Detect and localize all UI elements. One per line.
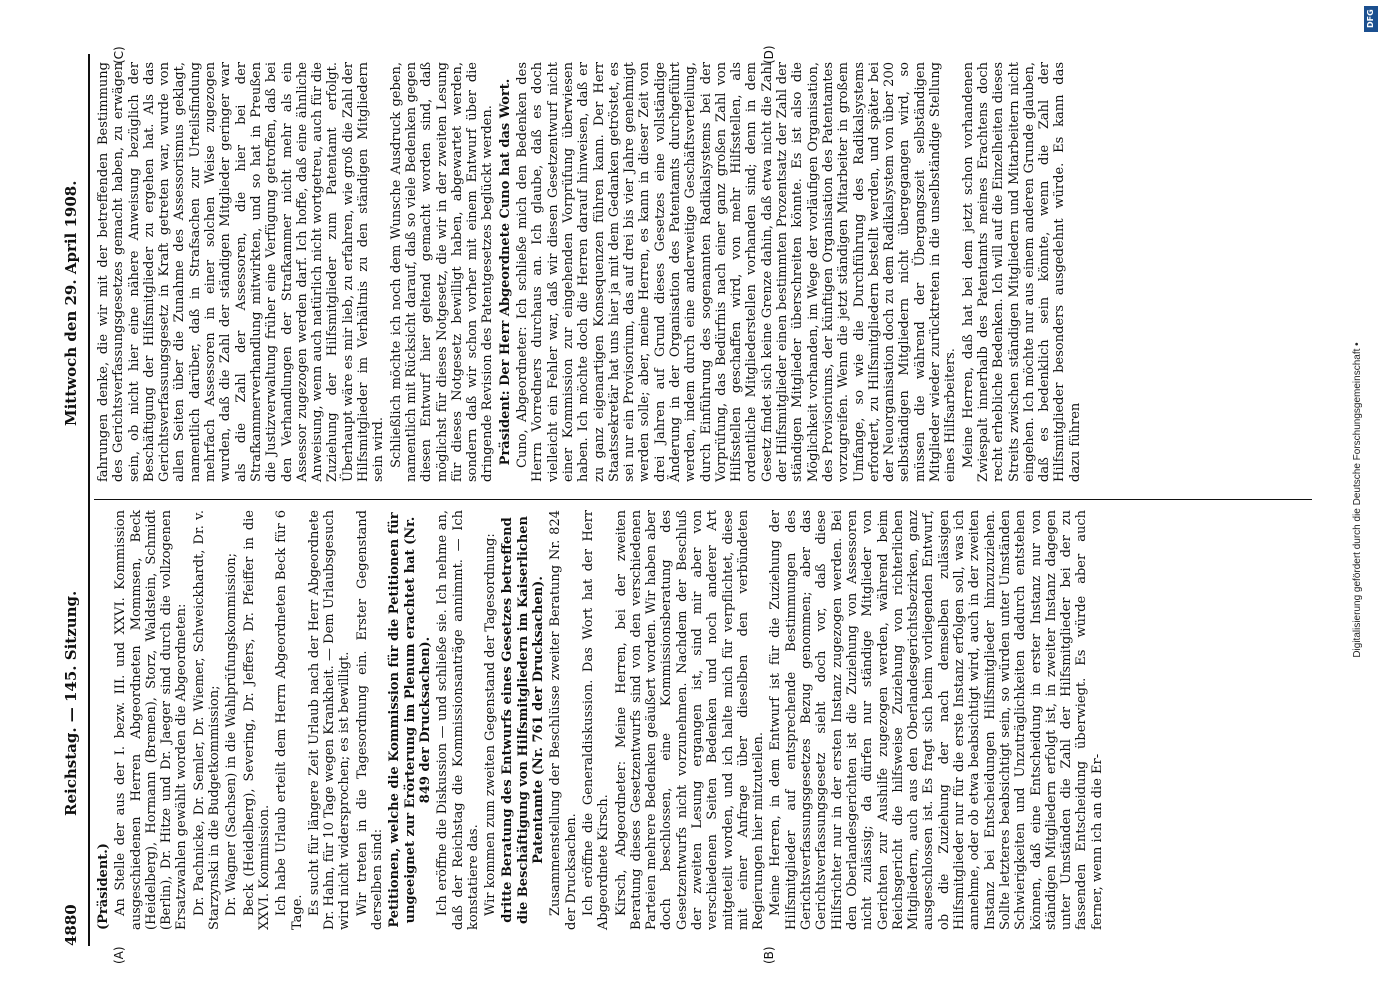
paragraph: Meine Herren, in dem Entwurf ist für die Zuziehung der Hilfsmitglieder auf entsprechende Bestimmungen des Gerichtsverfassungsgesetzes Bezug genommen; aber das Gerichtsverfassungsgesetz sieht doch vor, daß diese Hilfsrichter nur in der ersten Instanz zugezogen werden. Bei den Oberlandesgerichten ist die Zuziehung von Assessoren nicht zulässig; da dürfen nur ständige Mitglieder von Gerichten zur Aushilfe zugezogen werden, während beim Reichsgericht die hilfsweise Zuziehung von richterlichen Mitgliedern, auch aus den Oberlandesgerichtsbezirken, ganz ausgeschlossen ist. Es fragt sich beim vorliegenden Entwurf, ob die Zuziehung der nach demselben zulässigen Hilfsmitglieder nur für die erste Instanz erfolgen soll, was ich annehme, oder ob etwa beabsichtigt wird, auch in der zweiten Instanz bei Entscheidungen Hilfsmitglieder hinzuzuziehen. Sollte letzteres beabsichtigt sein, so würden unter Umständen Schwierigkeiten und Unzuträglichkeiten dadurch entstehen können, daß eine Entscheidung in erster Instanz nur von ständigen Mitgliedern erfolgt ist, in zweiter Instanz dagegen unter Umständen die Zahl der Hilfsmitglieder bei der zu fassenden Entscheidung überwiegt. Es würde aber auch ferner, wenn ich an die Er- xyxy=(767,510,1105,930)
paragraph: Meine Herren, daß hat bei dem jetzt schon vorhandenen Zwiespalt innerhalb des Patentamts meines Erachtens doch recht erhebliche Bedenken. Ich will auf die Einzelheiten dieses Streits zwischen ständigen Mitgliedern und Mitarbeitern nicht eingehen. Ich möchte nur aus einem anderen Grunde glauben, daß es bedenklich sein könnte, wenn die Zahl der Hilfsmitglieder besonders ausgedehnt würde. Es kann das dazu führen xyxy=(960,62,1083,482)
paragraph: Beck (Heidelberg), Severing, Dr. Jeffers, Dr. Pfeiffer in die XXVI. Kommission. xyxy=(241,510,272,930)
header-right-title: Mittwoch den 29. April 1908. xyxy=(61,180,80,426)
right-text-column xyxy=(96,62,1085,482)
margin-letter-a: (A) xyxy=(111,946,126,964)
page-header xyxy=(60,54,86,946)
speech-paragraph: Cuno, Abgeordneter: Ich schließe mich den Bedenken des Herrn Vorredners durchaus an. Ich glaube, daß es doch vielleicht ein Fehler war, daß wir diesen Gesetzentwurf nicht einer Kommission zur eingehenden Vorprüfung überwiesen haben. Ich möchte doch die Herren darauf hinweisen, daß er zu ganz eigenartigen Konsequenzen führen kann. Der Herr Staatssekretär hat uns hier ja mit dem Gedanken getröstet, es sei nur ein Provisorium, das auf drei bis vier Jahre genehmigt werden solle; aber, meine Herren, es kann in dieser Zeit von drei Jahren auf Grund dieses Gesetzes eine vollständige Änderung in der Organisation des Patentamts durchgeführt werden, indem durch eine anderweitige Geschäftsverteilung, durch Einführung des sogenannten Radikalsystems bei der Vorprüfung, das Bedürfnis nach einer ganz großen Zahl von Hilfsstellen geschaffen wird, von mehr Hilfsstellen, als ordentliche Mitgliederstellen vorhanden sind; denn in dem Gesetz findet sich keine Grenze dahin, daß etwa nicht die Zahl der Hilfsmitglieder einen bestimmten Prozentsatz der Zahl der ständigen Mitglieder überschreiten könnte. Es ist also die Möglichkeit vorhanden, im Wege der vorläufigen Organisation, des Provisoriums, der künftigen Organisation des Patentamtes vorzugreifen. Wenn die jetzt ständigen Mitarbeiter in großem Umfange, so wie die Durchführung des Radikalsystems erfordert, zu Hilfsmitgliedern bestellt werden, und später bei der Neuorganisation doch zu dem Radikalsystem von über 200 selbständigen Mitgliedern nicht übergegangen wird, so müssen die während der Übergangszeit selbständigen Mitglieder wieder zurücktreten in die unselbständige Stellung eines Hilfsarbeiters. xyxy=(514,62,958,482)
page-number: 4880 xyxy=(61,904,80,946)
paragraph: Es sucht für längere Zeit Urlaub nach der Herr Abgeordnete Dr. Hahn, für 10 Tage wegen Krankheit. — Dem Urlaubsgesuch wird nicht widersprochen; es ist bewilligt. xyxy=(306,510,352,930)
paragraph: (Präsident.) xyxy=(95,843,111,930)
margin-letter-d: (D) xyxy=(761,45,776,64)
column-divider xyxy=(94,499,1312,500)
president-remark: Präsident: Der Herr Abgeordnete Cuno hat das Wort. xyxy=(497,78,513,466)
agenda-item-title: dritte Beratung des Entwurfs eines Gesetzes betreffend die Beschäftigung von Hilfsmitgliedern im Kaiserlichen Patentamte (Nr. 761 der Drucksachen). xyxy=(499,515,546,925)
header-left-title: Reichstag. — 145. Sitzung. xyxy=(61,590,80,816)
paragraph: Ich eröffne die Diskussion — und schließe sie. Ich nehme an, daß der Reichstag die Kommissionsanträge annimmt. — Ich konstatiere das. xyxy=(434,510,481,930)
paragraph: An Stelle der aus der I. bezw. III. und XXVI. Kommission ausgeschiedenen Herren Abgeordneten Mommsen, Beck (Heidelberg), Hormann (Bremen), Storz, Waldstein, Schmidt (Berlin), Dr. Hitze und Dr. Jaeger sind durch die vollzogenen Ersatzwahlen gewählt worden die Abgeordneten: xyxy=(112,510,189,930)
margin-letter-b: (B) xyxy=(761,946,776,964)
paragraph: Dr. Pachnicke, Dr. Semler, Dr. Wiemer, Schweickhardt, Dr. v. Starzynski in die Budgetkommission; xyxy=(191,510,222,930)
paragraph: Dr. Wagner (Sachsen) in die Wahlprüfungskommission; xyxy=(223,552,239,916)
speech-paragraph: Kirsch, Abgeordneter: Meine Herren, bei der zweiten Beratung dieses Gesetzentwurfs sind von den verschiedenen Parteien mehrere Bedenken geäußert worden. Wir haben aber doch beschlossen, eine Kommissionsberatung des Gesetzentwurfs nicht vorzunehmen. Nachdem der Beschluß der zweiten Lesung ergangen ist, sind mir aber von verschiedenen Seiten Bedenken und noch anderer Art mitgeteilt worden, und ich halte mich für verpflichtet, diese mit einer Anfrage über dieselben den verbündeten Regierungen hier mitzuteilen. xyxy=(613,510,766,930)
digitization-credit: Digitalisierung gefördert durch die Deutsche Forschungsgemeinschaft • xyxy=(1352,342,1363,658)
dfg-logo: DFG xyxy=(1364,6,1378,32)
agenda-item-title: Petitionen, welche die Kommission für die Petitionen für ungeeignet zur Erörterung im Plenum erachtet hat (Nr. 849 der Drucksachen). xyxy=(386,512,433,928)
paragraph: fahrungen denke, die wir mit der betreffenden Bestimmung des Gerichtsverfassungsgesetzes gemacht haben, zu erwägen sein, ob nicht hier eine nähere Anweisung bezüglich der Beschäftigung der Hilfsmitglieder zu ergehen hat. Als das Gerichtsverfassungsgesetz in Kraft getreten war, wurde von allen Seiten über die Zunahme des Assessorismus geklagt, namentlich darüber, daß in Strafsachen zur Urteilsfindung mehrfach Assessoren in einer solchen Weise zugezogen wurden, daß die Zahl der ständigen Mitglieder geringer war als die Zahl der Assessoren, die hier bei der Strafkammerverhandlung mitwirkten, und so hat in Preußen die Justizverwaltung früher eine Verfügung getroffen, daß bei den Verhandlungen der Strafkammer nicht mehr als ein Assessor zugezogen werden darf. Ich hoffe, daß eine ähnliche Anweisung, wenn auch natürlich nicht wortgetreu, auch für die Zuziehung der Hilfsmitglieder zum Patentamt erfolgt. Überhaupt wäre es mir lieb, zu erfahren, wie groß die Zahl der Hilfsmitglieder im Verhältnis zu den ständigen Mitgliedern sein wird. xyxy=(95,62,386,482)
paragraph: Ich habe Urlaub erteilt dem Herrn Abgeordneten Beck für 6 Tage. xyxy=(273,510,305,930)
document-page xyxy=(42,30,1342,970)
paragraph: Schließlich möchte ich noch dem Wunsche Ausdruck geben, namentlich mit Rücksicht darauf, daß so viele Bedenken gegen diesen Entwurf hier geltend gemacht worden sind, daß möglichst für dieses Notgesetz, die wir in der zweiten Lesung für dieses Notgesetz bewilligt haben, abgewartet werden, sondern daß wir schon vorher mit einem Entwurf über die dringende Revision des Patentgesetzes beglückt werden. xyxy=(388,62,495,482)
paragraph: Zusammenstellung der Beschlüsse zweiter Beratung Nr. 824 der Drucksachen. xyxy=(547,510,579,930)
paragraph: Wir kommen zum zweiten Gegenstand der Tagesordnung: xyxy=(482,533,498,916)
margin-letter-c: (C) xyxy=(111,46,126,64)
paragraph: Ich eröffne die Generaldiskussion. Das Wort hat der Herr Abgeordnete Kirsch. xyxy=(580,510,611,930)
left-text-column xyxy=(96,510,1107,930)
header-rule xyxy=(88,54,90,946)
paragraph: Wir treten in die Tagesordnung ein. Erster Gegenstand derselben sind: xyxy=(354,510,385,930)
